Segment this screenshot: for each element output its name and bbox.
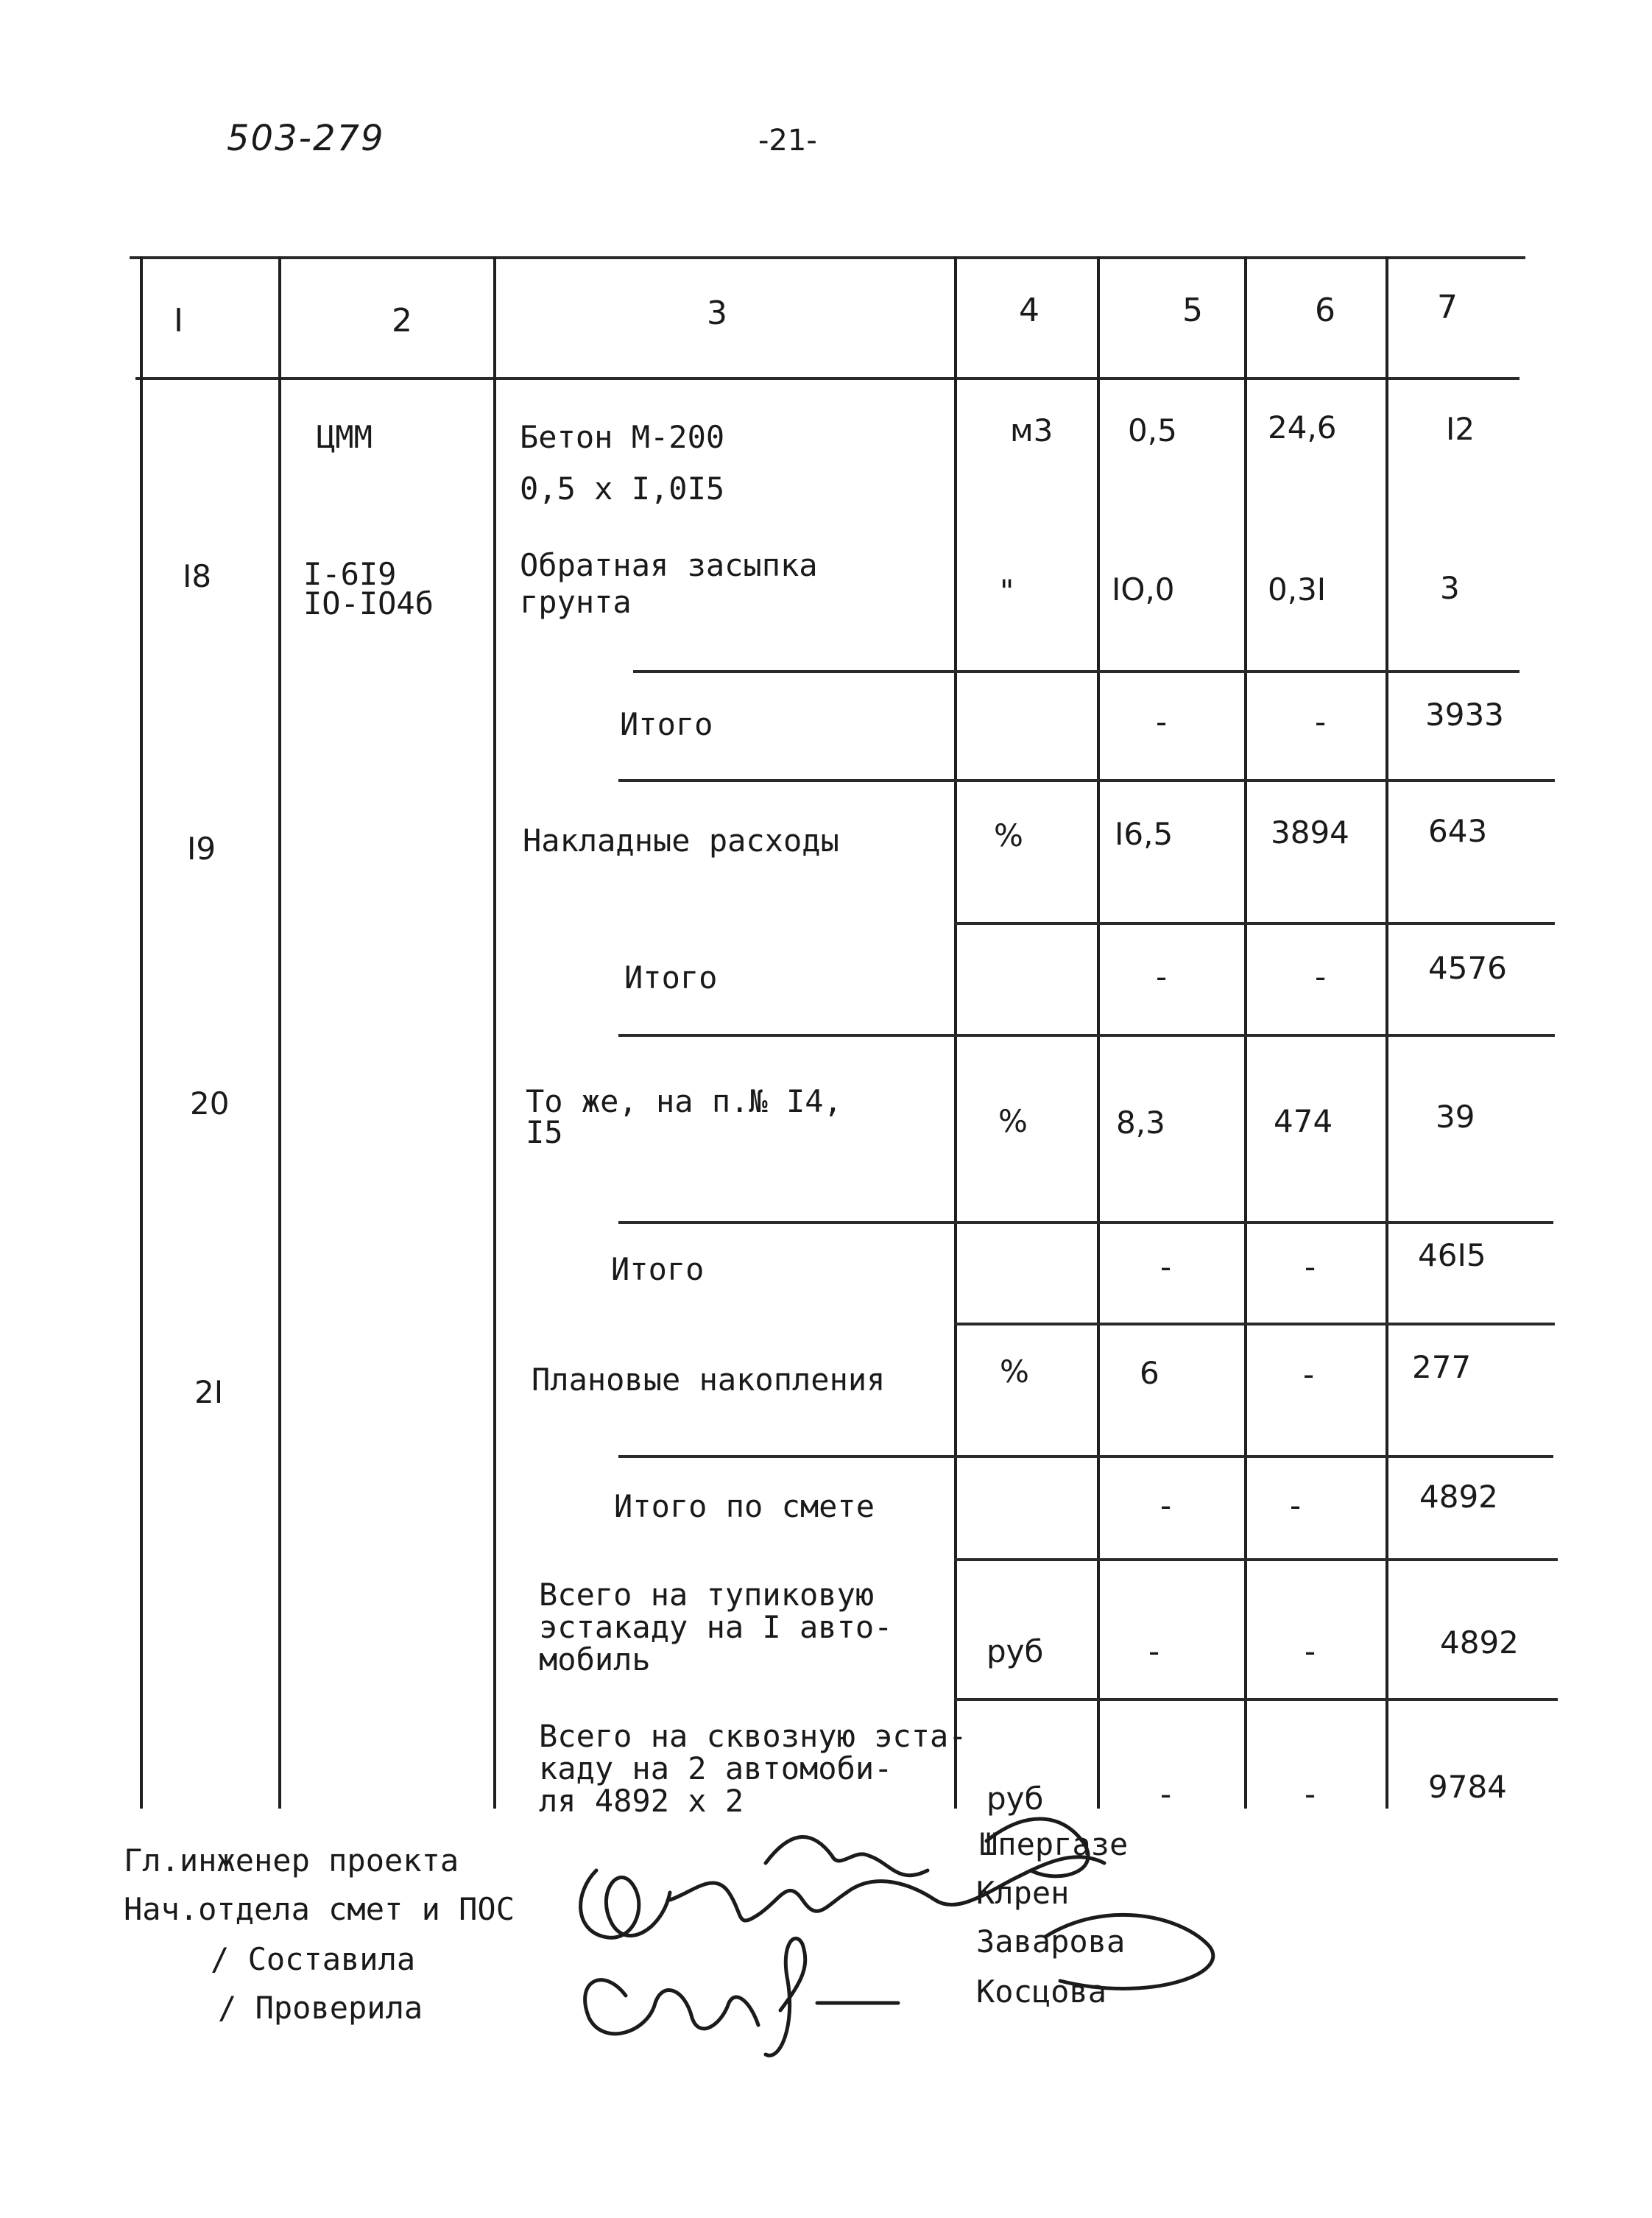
table-cell-price: 0,3I: [1268, 571, 1327, 608]
row-divider: [954, 922, 1555, 925]
column-header: 4: [1019, 292, 1039, 329]
table-cell-quantity: -: [1156, 704, 1168, 740]
table-cell-description: Обратная засыпка: [520, 547, 818, 583]
column-divider: [1386, 256, 1388, 1809]
column-divider: [1097, 256, 1100, 1809]
table-cell-description: Плановые накопления: [532, 1362, 886, 1398]
table-cell-unit: м3: [1010, 412, 1053, 448]
table-top-border: [130, 256, 1525, 259]
table-cell-item-number: I9: [187, 831, 216, 867]
table-cell-description: 0,5 х I,0I5: [520, 471, 725, 507]
table-cell-subtotal-label: Итого по смете: [614, 1488, 875, 1524]
table-cell-price: -: [1305, 1249, 1316, 1285]
signature-role: / Составила: [211, 1941, 416, 1977]
signature-name: Клрен: [976, 1875, 1070, 1911]
column-header: 7: [1437, 289, 1458, 326]
row-divider: [633, 670, 1519, 673]
table-cell-quantity: 6: [1140, 1355, 1159, 1391]
column-divider: [954, 256, 957, 1809]
signature-role: / Проверила: [218, 1990, 423, 2026]
signature-role: Гл.инженер проекта: [124, 1842, 459, 1879]
table-cell-unit: %: [994, 817, 1023, 853]
table-cell-subtotal-label: Итого: [611, 1251, 705, 1287]
table-cell-code: IO-IO4б: [303, 585, 434, 622]
table-cell-unit: руб: [986, 1633, 1044, 1669]
signature-name: Шпергазе: [979, 1826, 1129, 1862]
column-divider: [1244, 256, 1247, 1809]
table-cell-total: 9784: [1428, 1769, 1507, 1805]
table-cell-quantity: IO,0: [1112, 571, 1175, 608]
column-header: 6: [1315, 292, 1335, 329]
table-cell-description: I5: [526, 1114, 563, 1150]
table-cell-total: 39: [1436, 1099, 1475, 1135]
table-cell-quantity: 0,5: [1128, 412, 1177, 448]
table-cell-price: -: [1303, 1356, 1315, 1393]
table-cell-price: -: [1290, 1488, 1302, 1524]
table-cell-price: -: [1305, 1633, 1316, 1669]
table-cell-item-number: 20: [190, 1085, 230, 1122]
table-cell-subtotal-label: Итого: [620, 706, 713, 742]
table-header-divider: [135, 377, 1519, 380]
column-divider: [278, 256, 281, 1809]
table-cell-description: эстакаду на I авто-: [539, 1609, 893, 1645]
table-cell-description: грунта: [520, 584, 632, 620]
column-header: 3: [707, 295, 727, 332]
row-divider: [954, 1698, 1558, 1701]
table-cell-total: I2: [1446, 411, 1475, 447]
table-cell-code: I-6I9: [303, 556, 397, 592]
table-cell-total: 3933: [1425, 697, 1504, 733]
table-cell-quantity: -: [1156, 959, 1168, 995]
table-cell-quantity: -: [1160, 1776, 1172, 1812]
column-divider: [140, 256, 143, 1809]
table-cell-unit: ": [1000, 573, 1014, 609]
table-cell-description: Всего на сквозную эста-: [539, 1718, 967, 1754]
table-cell-description: Всего на тупиковую: [539, 1577, 875, 1613]
table-cell-total: 4892: [1440, 1624, 1519, 1661]
column-divider: [493, 256, 496, 1809]
table-cell-item-number: I8: [183, 558, 212, 594]
table-cell-description: То же, на п.№ I4,: [526, 1083, 842, 1119]
table-cell-total: 643: [1428, 813, 1488, 849]
table-cell-unit: %: [1000, 1353, 1029, 1390]
table-cell-quantity: -: [1160, 1249, 1172, 1285]
row-divider: [954, 1558, 1558, 1561]
table-cell-code: ЦММ: [317, 419, 373, 455]
table-cell-description: ля 4892 х 2: [539, 1783, 744, 1819]
table-cell-total: 277: [1412, 1349, 1472, 1385]
page-number: -21-: [758, 124, 817, 158]
table-cell-description: каду на 2 автомоби-: [539, 1750, 893, 1786]
signature-name: Косцова: [976, 1974, 1107, 2010]
table-cell-price: -: [1305, 1776, 1316, 1812]
table-cell-item-number: 2I: [194, 1374, 224, 1410]
table-cell-quantity: I6,5: [1115, 816, 1173, 852]
signature-role: Нач.отдела смет и ПОС: [124, 1891, 515, 1927]
document-number: 503-279: [227, 118, 385, 159]
row-divider: [618, 779, 1555, 782]
table-cell-price: 3894: [1271, 814, 1349, 851]
table-cell-unit: %: [998, 1103, 1028, 1139]
row-divider: [954, 1323, 1555, 1325]
table-cell-description: Накладные расходы: [523, 823, 839, 859]
row-divider: [618, 1221, 1553, 1224]
column-header: 2: [392, 302, 412, 339]
row-divider: [618, 1455, 1553, 1458]
row-divider: [618, 1034, 1555, 1037]
column-header: 5: [1182, 292, 1203, 329]
handwritten-signature-icon: [545, 1782, 1252, 2077]
table-cell-subtotal-label: Итого: [624, 960, 718, 996]
table-cell-description: Бетон М-200: [520, 419, 725, 455]
table-cell-price: 474: [1274, 1103, 1333, 1139]
table-cell-price: 24,6: [1268, 409, 1337, 446]
table-cell-price: -: [1315, 704, 1327, 740]
table-cell-total: 4892: [1419, 1479, 1498, 1515]
table-cell-total: 4576: [1428, 950, 1507, 986]
table-cell-quantity: -: [1148, 1633, 1160, 1669]
table-cell-unit: руб: [986, 1781, 1044, 1817]
table-cell-total: 3: [1440, 570, 1460, 606]
table-cell-quantity: -: [1160, 1488, 1172, 1524]
table-cell-total: 46I5: [1418, 1237, 1486, 1273]
column-header: I: [174, 302, 183, 339]
table-cell-price: -: [1315, 959, 1327, 995]
signature-name: Заварова: [976, 1923, 1126, 1960]
table-cell-description: мобиль: [539, 1641, 651, 1677]
table-cell-quantity: 8,3: [1116, 1105, 1165, 1141]
